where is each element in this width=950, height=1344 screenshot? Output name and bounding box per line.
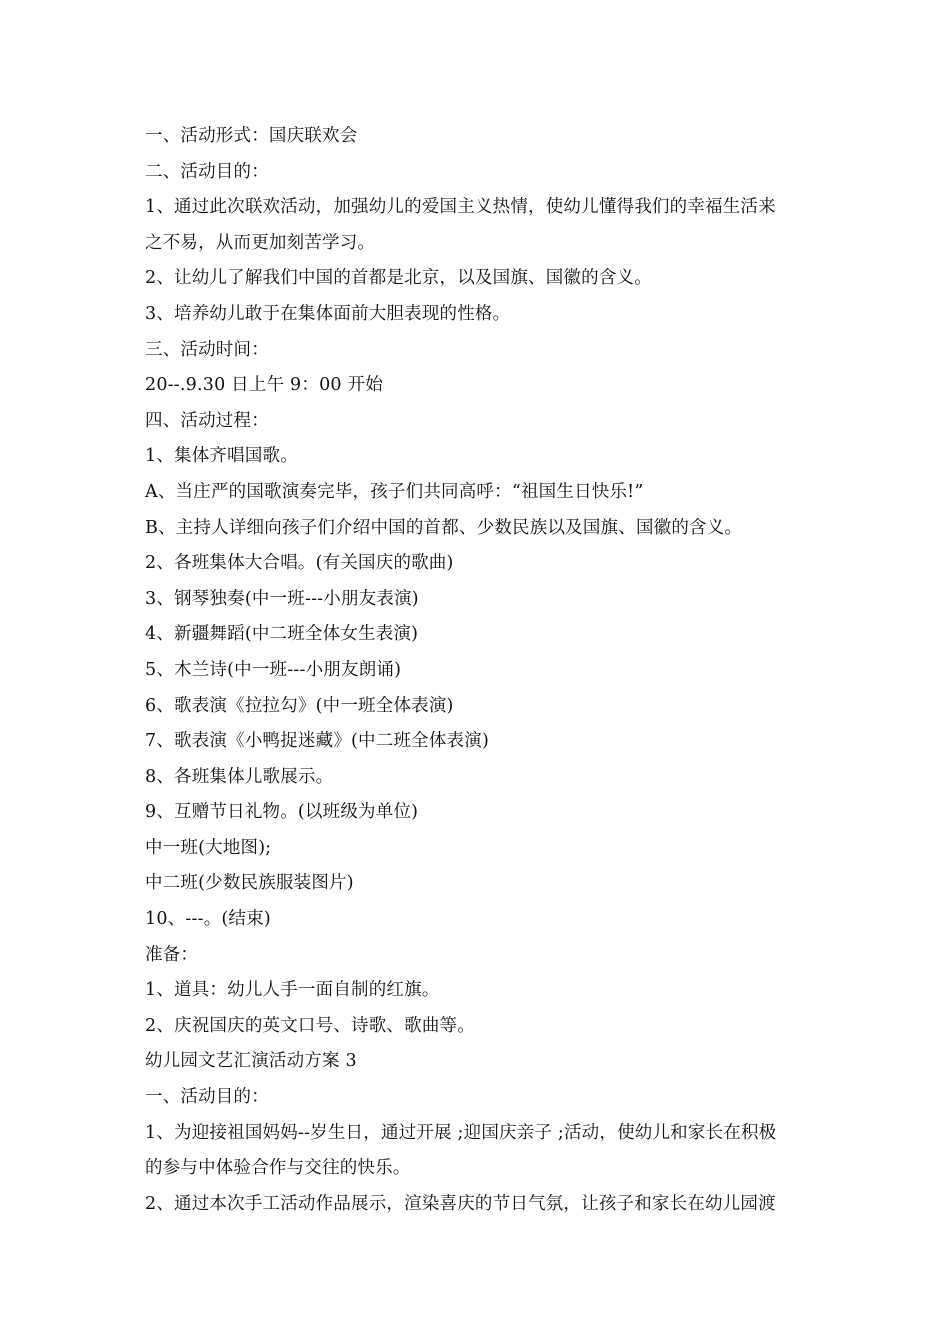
text-line: 1、通过此次联欢活动，加强幼儿的爱国主义热情，使幼儿懂得我们的幸福生活来: [145, 197, 776, 218]
text-line: 中一班(大地图);: [145, 837, 272, 858]
text-line: 准备：: [145, 944, 199, 965]
text-line: 1、集体齐唱国歌。: [145, 446, 298, 467]
text-line: 一、活动目的：: [145, 1087, 269, 1108]
text-line: 中二班(少数民族服装图片): [145, 873, 354, 894]
section-heading: 幼儿园文艺汇演活动方案 3: [145, 1051, 357, 1072]
text-line: 1、为迎接祖国妈妈--岁生日，通过开展 ;迎国庆亲子 ;活动，使幼儿和家长在积极: [145, 1122, 777, 1143]
text-line: 的参与中体验合作与交往的快乐。: [145, 1158, 411, 1179]
text-line: 4、新疆舞蹈(中二班全体女生表演): [145, 624, 419, 645]
text-line: 四、活动过程：: [145, 410, 269, 431]
text-line: 8、各班集体儿歌展示。: [145, 766, 334, 787]
text-line: 一、活动形式：国庆联欢会: [145, 126, 358, 146]
text-line: 2、通过本次手工活动作品展示，渲染喜庆的节日气氛，让孩子和家长在幼儿园渡: [145, 1193, 776, 1214]
text-line: 6、歌表演《拉拉勾》(中一班全体表演): [145, 695, 454, 716]
document-body: [145, 119, 815, 1222]
text-line: A、当庄严的国歌演奏完毕，孩子们共同高呼：“祖国生日快乐!”: [145, 481, 644, 502]
text-line: 2、各班集体大合唱。(有关国庆的歌曲): [145, 553, 454, 574]
text-line: 7、歌表演《小鸭捉迷藏》(中二班全体表演): [145, 731, 489, 752]
text-line: 二、活动目的：: [145, 161, 269, 182]
text-line: 20--.9.30 日上午 9：00 开始: [145, 375, 383, 396]
text-line: 10、---。(结束): [145, 909, 271, 930]
text-line: 5、木兰诗(中一班---小朋友朗诵): [145, 659, 402, 680]
text-line: 3、培养幼儿敢于在集体面前大胆表现的性格。: [145, 303, 511, 324]
text-line: 9、互赠节日礼物。(以班级为单位): [145, 802, 419, 823]
text-line: 1、道具：幼儿人手一面自制的红旗。: [145, 980, 440, 1001]
text-line: B、主持人详细向孩子们介绍中国的首都、少数民族以及国旗、国徽的含义。: [145, 517, 743, 538]
text-line: 3、钢琴独奏(中一班---小朋友表演): [145, 588, 419, 609]
text-line: 2、让幼儿了解我们中国的首都是北京，以及国旗、国徽的含义。: [145, 268, 652, 289]
text-line: 之不易，从而更加刻苦学习。: [145, 232, 376, 253]
text-line: 2、庆祝国庆的英文口号、诗歌、歌曲等。: [145, 1015, 475, 1036]
text-line: 三、活动时间：: [145, 339, 269, 360]
